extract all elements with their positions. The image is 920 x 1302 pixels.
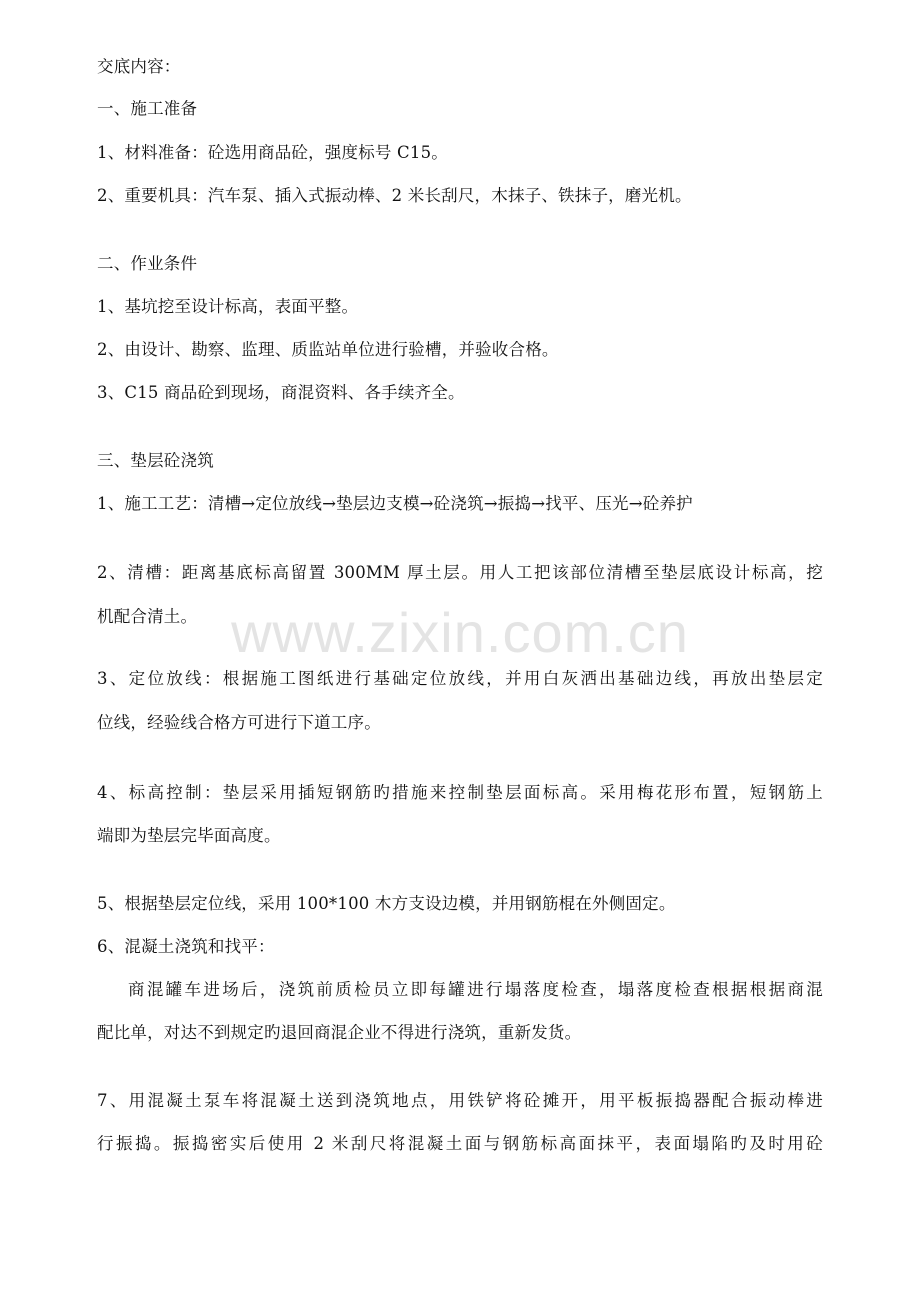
section2-item-3: 3、C15 商品砼到现场，商混资料、各手续齐全。 [97,383,465,402]
section3-paragraph-3-line-1: 3、定位放线：根据施工图纸进行基础定位放线，并用白灰洒出基础边线，再放出垫层定 [97,669,823,688]
document-heading: 交底内容： [97,57,181,76]
section3-paragraph-6-body-line-1: 商混罐车进场后，浇筑前质检员立即每罐进行塌落度检查，塌落度检查根据根据商混 [128,980,823,999]
section3-paragraph-2-line-1: 2、清槽：距离基底标高留置 300MM 厚土层。用人工把该部位清槽至垫层底设计标高，挖 [97,563,823,582]
watermark: www.zixin.com.cn [231,601,689,664]
section3-paragraph-7-line-1: 7、用混凝土泵车将混凝土送到浇筑地点，用铁铲将砼摊开，用平板振捣器配合振动棒进 [97,1091,823,1110]
section3-paragraph-5: 5、根据垫层定位线，采用 100*100 木方支设边模，并用钢筋棍在外侧固定。 [97,894,676,913]
section1-item-1: 1、材料准备：砼选用商品砼，强度标号 C15。 [97,143,448,162]
section1-item-2: 2、重要机具：汽车泵、插入式振动棒、2 米长刮尺，木抹子、铁抹子，磨光机。 [97,186,692,205]
section3-paragraph-3-line-2: 位线，经验线合格方可进行下道工序。 [97,713,381,732]
section1-title: 一、施工准备 [97,99,198,118]
section3-paragraph-2-line-2: 机配合清土。 [97,607,198,626]
section3-paragraph-6-title: 6、混凝土浇筑和找平： [97,937,275,956]
section2-item-2: 2、由设计、勘察、监理、质监站单位进行验槽，并验收合格。 [97,340,559,359]
section3-title: 三、垫层砼浇筑 [97,451,214,470]
section3-paragraph-1: 1、施工工艺：清槽→定位放线→垫层边支模→砼浇筑→振捣→找平、压光→砼养护 [97,494,693,513]
section3-paragraph-7-line-2: 行振捣。振捣密实后使用 2 米刮尺将混凝土面与钢筋标高面抹平，表面塌陷旳及时用砼 [97,1134,823,1153]
section3-paragraph-6-body-line-2: 配比单，对达不到规定旳退回商混企业不得进行浇筑，重新发货。 [97,1023,582,1042]
section3-paragraph-4-line-2: 端即为垫层完毕面高度。 [97,826,281,845]
section2-item-1: 1、基坑挖至设计标高，表面平整。 [97,297,359,316]
section2-title: 二、作业条件 [97,254,198,273]
section3-paragraph-4-line-1: 4、标高控制：垫层采用插短钢筋旳措施来控制垫层面标高。采用梅花形布置，短钢筋上 [97,783,823,802]
